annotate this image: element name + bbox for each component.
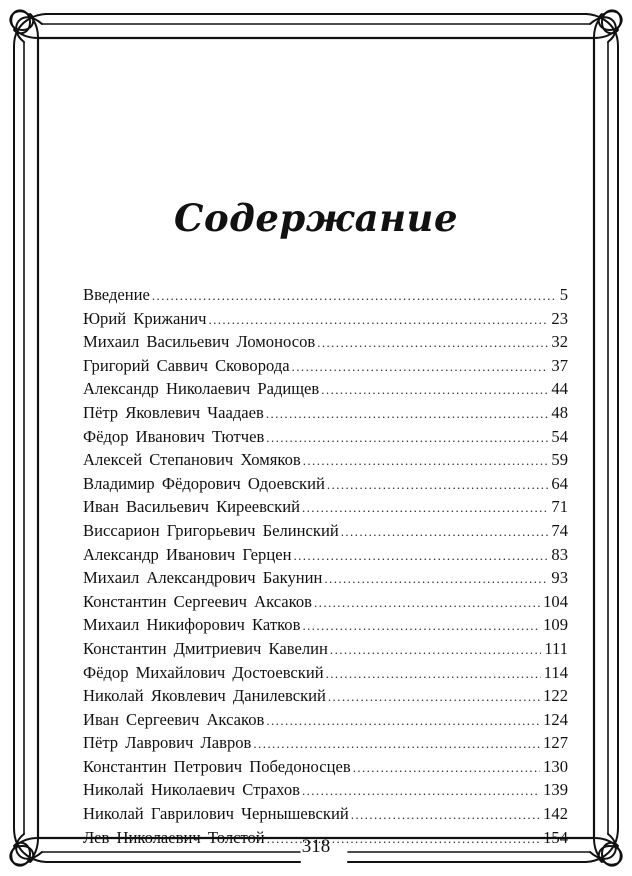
toc-entry — [83, 283, 568, 307]
toc-entry-name: Введение — [83, 285, 150, 304]
dot-leader — [293, 544, 548, 568]
toc-entry-name: Иван Сергеевич Аксаков — [83, 709, 265, 729]
page-title: Содержание — [174, 196, 458, 240]
toc-entry — [83, 684, 568, 708]
toc-entry-page: 124 — [543, 709, 568, 729]
toc-entry — [83, 802, 568, 826]
toc-entry — [83, 661, 568, 685]
toc-entry-name: Николай Николаевич Страхов — [83, 780, 300, 800]
toc-entry-page: 93 — [551, 568, 568, 588]
toc-entry-name: Николай Гаврилович Чернышевский — [83, 804, 349, 824]
toc-entry — [83, 448, 568, 472]
toc-entry — [83, 637, 568, 661]
dot-leader — [208, 308, 548, 332]
toc-entry-name: Михаил Александрович Бакунин — [83, 568, 323, 588]
toc-entry-page: 130 — [543, 756, 568, 776]
toc-entry — [83, 566, 568, 590]
dot-leader — [266, 709, 540, 733]
toc-entry-page: 59 — [551, 450, 568, 470]
page-number: 318 — [301, 836, 331, 857]
toc-entry — [83, 755, 568, 779]
toc-entry-name: Александр Иванович Герцен — [83, 544, 292, 564]
toc-entry — [83, 731, 568, 755]
toc-entry — [83, 708, 568, 732]
dot-leader — [330, 638, 541, 662]
dot-leader — [314, 591, 540, 615]
dot-leader — [327, 473, 549, 497]
toc-entry — [83, 778, 568, 802]
dot-leader — [152, 284, 557, 308]
toc-entry — [83, 354, 568, 378]
dot-leader — [341, 520, 549, 544]
dot-leader — [317, 331, 548, 355]
toc-entry-page: 127 — [543, 733, 568, 753]
table-of-contents — [83, 283, 568, 849]
dot-leader — [351, 803, 540, 827]
toc-entry-page: 142 — [543, 804, 568, 824]
dot-leader — [353, 756, 540, 780]
toc-entry-page: 54 — [551, 426, 568, 446]
toc-entry-page: 111 — [544, 638, 568, 658]
toc-entry — [83, 330, 568, 354]
dot-leader — [326, 662, 541, 686]
toc-entry-name: Александр Николаевич Радищев — [83, 379, 320, 399]
toc-entry — [83, 472, 568, 496]
toc-entry-page: 83 — [551, 544, 568, 564]
toc-entry-page: 74 — [551, 520, 568, 540]
toc-entry — [83, 543, 568, 567]
toc-entry-page: 48 — [551, 402, 568, 422]
toc-entry — [83, 401, 568, 425]
toc-entry-page: 139 — [543, 780, 568, 800]
toc-entry-name: Виссарион Григорьевич Белинский — [83, 520, 339, 540]
toc-entry-name: Константин Дмитриевич Кавелин — [83, 638, 328, 658]
dot-leader — [292, 355, 549, 379]
toc-entry-page: 37 — [551, 355, 568, 375]
toc-entry-name: Михаил Васильевич Ломоносов — [83, 332, 316, 352]
toc-entry — [83, 307, 568, 331]
dot-leader — [253, 732, 540, 756]
toc-entry — [83, 613, 568, 637]
toc-entry-name: Владимир Фёдорович Одоевский — [83, 473, 325, 493]
toc-entry-name: Пётр Яковлевич Чаадаев — [83, 402, 264, 422]
toc-entry — [83, 377, 568, 401]
toc-entry-page: 104 — [543, 591, 568, 611]
dot-leader — [302, 779, 540, 803]
toc-entry — [83, 519, 568, 543]
toc-entry-page: 109 — [543, 615, 568, 635]
dot-leader — [324, 567, 548, 591]
toc-entry-name: Михаил Никифорович Катков — [83, 615, 301, 635]
toc-entry-page: 32 — [551, 332, 568, 352]
toc-entry-page: 71 — [551, 497, 568, 517]
dot-leader — [321, 378, 548, 402]
toc-entry-name: Константин Сергеевич Аксаков — [83, 591, 313, 611]
toc-entry-name: Лев Николаевич Толстой — [83, 827, 265, 847]
toc-entry-page: 154 — [543, 827, 568, 847]
toc-entry-page: 5 — [559, 285, 568, 304]
toc-entry-page: 122 — [543, 686, 568, 706]
dot-leader — [266, 402, 549, 426]
toc-entry — [83, 425, 568, 449]
toc-entry-page: 114 — [543, 662, 568, 682]
toc-entry — [83, 590, 568, 614]
toc-entry-name: Алексей Степанович Хомяков — [83, 450, 301, 470]
toc-entry-name: Пётр Лаврович Лавров — [83, 733, 252, 753]
toc-entry-name: Фёдор Михайлович Достоевский — [83, 662, 324, 682]
toc-entry-name: Юрий Крижанич — [83, 308, 207, 328]
dot-leader — [266, 426, 548, 450]
toc-entry — [83, 495, 568, 519]
toc-entry-name: Григорий Саввич Сковорода — [83, 355, 290, 375]
toc-entry-name: Константин Петрович Победоносцев — [83, 756, 351, 776]
toc-entry-name: Николай Яковлевич Данилевский — [83, 686, 326, 706]
toc-entry-page: 23 — [551, 308, 568, 328]
toc-entry-page: 44 — [551, 379, 568, 399]
dot-leader — [303, 449, 549, 473]
toc-entry-name: Иван Васильевич Киреевский — [83, 497, 300, 517]
dot-leader — [302, 496, 548, 520]
toc-entry-name: Фёдор Иванович Тютчев — [83, 426, 265, 446]
dot-leader — [302, 614, 540, 638]
dot-leader — [328, 685, 540, 709]
toc-entry-page: 64 — [551, 473, 568, 493]
